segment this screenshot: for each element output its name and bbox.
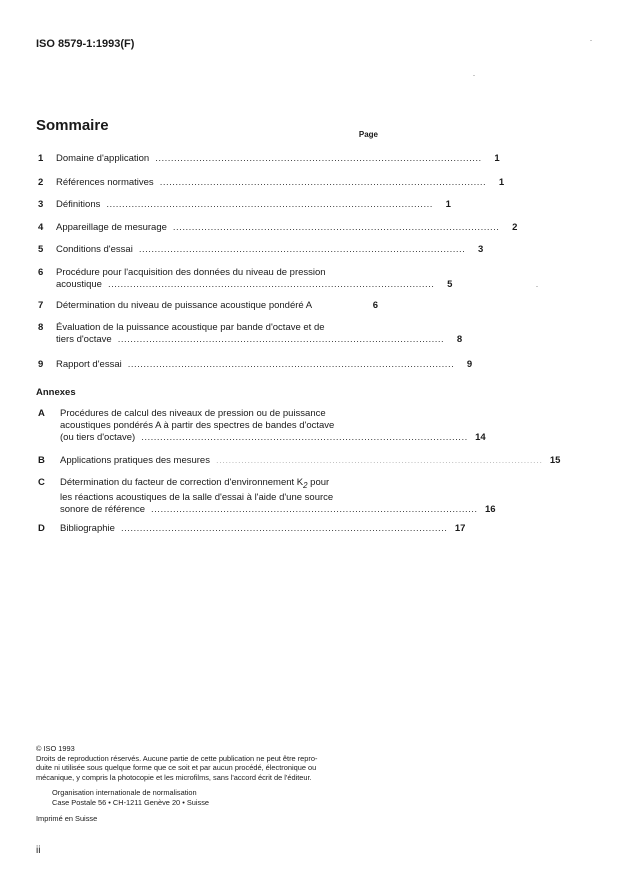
- annex-title: Détermination du facteur de correction d'environnement K: [60, 477, 304, 488]
- annex-entry-b[interactable]: B Applications pratiques des mesures ........................................................................................................ 15: [38, 455, 561, 466]
- toc-number: 4: [38, 222, 44, 233]
- page-number: ii: [36, 845, 41, 856]
- toc-title: Définitions: [56, 199, 101, 210]
- annex-letter: A: [38, 408, 45, 419]
- toc-page: 3: [478, 244, 484, 255]
- toc-number: 7: [38, 300, 44, 311]
- toc-title-cont: tiers d'octave: [56, 334, 112, 345]
- toc-number: 8: [38, 322, 44, 333]
- annex-title-cont: les réactions acoustiques de la salle d'essai à l'aide d'une source: [60, 491, 334, 503]
- organization-address: Case Postale 56 • CH-1211 Genève 20 • Suisse: [52, 797, 210, 807]
- toc-title: Conditions d'essai: [56, 244, 133, 255]
- annex-entry-d[interactable]: D Bibliographie ........................................................................................................ 17: [38, 523, 466, 534]
- toc-page: 1: [498, 177, 505, 188]
- rights-line-2: duite ni utilisée sous quelque forme que ce soit et par aucun procédé, électronique ou: [36, 763, 317, 773]
- toc-title: Appareillage de mesurage: [56, 222, 167, 233]
- toc-entry-9[interactable]: 9 Rapport d'essai ........................................................................................................ 9: [38, 359, 473, 370]
- toc-title: Évaluation de la puissance acoustique par bande d'octave et de: [56, 322, 325, 333]
- annex-page: 15: [549, 455, 561, 466]
- toc-entry-2[interactable]: 2 Références normatives ........................................................................................................ 1: [38, 177, 505, 188]
- rights-line-3: mécanique, y compris la photocopie et les microfilms, sans l'accord écrit de l'éditeur.: [36, 772, 312, 782]
- toc-page: 1: [445, 199, 451, 210]
- toc-page: 6: [372, 300, 378, 311]
- toc-entry-5[interactable]: 5 Conditions d'essai ........................................................................................................ 3: [38, 244, 484, 255]
- standard-reference: ISO 8579-1:1993(F): [36, 38, 135, 50]
- annex-entry-c[interactable]: C Détermination du facteur de correction d'environnement $K_2$ pour les réactions acoustiques de la salle d'essai à l'aide d'une source sonore de référence ........................................................................................................ 16: [38, 477, 496, 515]
- toc-title: Références normatives: [56, 177, 154, 188]
- annex-page: 17: [454, 523, 466, 534]
- annex-letter: C: [38, 477, 45, 488]
- page-title: Sommaire: [36, 117, 109, 134]
- toc-page: 5: [447, 279, 453, 290]
- toc-number: 1: [38, 153, 44, 164]
- annex-title-cont: (ou tiers d'octave): [60, 432, 136, 443]
- organization-name: Organisation internationale de normalisation: [52, 788, 197, 798]
- toc-page: 2: [512, 222, 518, 233]
- copyright-notice: © ISO 1993: [36, 744, 75, 753]
- annexes-heading: Annexes: [36, 387, 76, 398]
- annex-title: Bibliographie: [60, 523, 115, 534]
- toc-entry-1[interactable]: 1 Domaine d'application ........................................................................................................ 1: [38, 153, 500, 164]
- toc-entry-6[interactable]: 6 Procédure pour l'acquisition des données du niveau de pression acoustique ........................................................................................................ 5: [38, 267, 453, 290]
- toc-number: 6: [38, 267, 44, 278]
- toc-title: Rapport d'essai: [56, 359, 122, 370]
- toc-page: 9: [466, 359, 473, 370]
- toc-number: 5: [38, 244, 44, 255]
- toc-entry-3[interactable]: 3 Définitions ........................................................................................................ 1: [38, 199, 451, 210]
- toc-entry-4[interactable]: 4 Appareillage de mesurage ........................................................................................................ 2: [38, 222, 518, 233]
- toc-page: 1: [494, 153, 500, 164]
- printed-in: Imprimé en Suisse: [36, 813, 98, 823]
- annex-title-cont: acoustiques pondérés A à partir des spectres de bandes d'octave: [60, 420, 335, 431]
- toc-title-cont: acoustique: [56, 279, 102, 290]
- toc-number: 2: [38, 177, 44, 188]
- annex-title: Applications pratiques des mesures: [60, 455, 210, 466]
- page-column-label: Page: [358, 130, 378, 139]
- toc-title: Procédure pour l'acquisition des données du niveau de pression: [56, 267, 326, 278]
- toc-number: 9: [38, 359, 44, 370]
- toc-entry-8[interactable]: 8 Évaluation de la puissance acoustique par bande d'octave et de tiers d'octave ........................................................................................................ 8: [38, 322, 463, 345]
- annex-entry-a[interactable]: A Procédures de calcul des niveaux de pression ou de puissance acoustiques pondérés A à partir des spectres de bandes d'octave (ou tiers d'octave) ........................................................................................................ 14: [38, 408, 486, 443]
- annex-title-cont: sonore de référence: [60, 503, 146, 515]
- toc-page: 8: [456, 334, 463, 345]
- scan-speck: [590, 40, 592, 41]
- annex-page: 14: [475, 432, 486, 443]
- toc-title: Domaine d'application: [56, 153, 150, 164]
- scan-speck: [473, 75, 475, 76]
- toc-title: Détermination du niveau de puissance acoustique pondéré A: [56, 300, 313, 311]
- annex-title: Procédures de calcul des niveaux de pression ou de puissance: [60, 408, 326, 419]
- annex-page: 16: [484, 503, 496, 515]
- annex-letter: D: [38, 523, 45, 534]
- rights-line-1: Droits de reproduction réservés. Aucune partie de cette publication ne peut être repro-: [36, 753, 318, 763]
- k-subscript: 2: [303, 480, 308, 490]
- annex-title-tail: pour: [307, 477, 330, 488]
- toc-entry-7[interactable]: [38, 300, 378, 312]
- toc-number: 3: [38, 199, 44, 210]
- annex-letter: B: [38, 455, 45, 466]
- copyright-block: [36, 744, 386, 823]
- scan-speck: [536, 286, 538, 287]
